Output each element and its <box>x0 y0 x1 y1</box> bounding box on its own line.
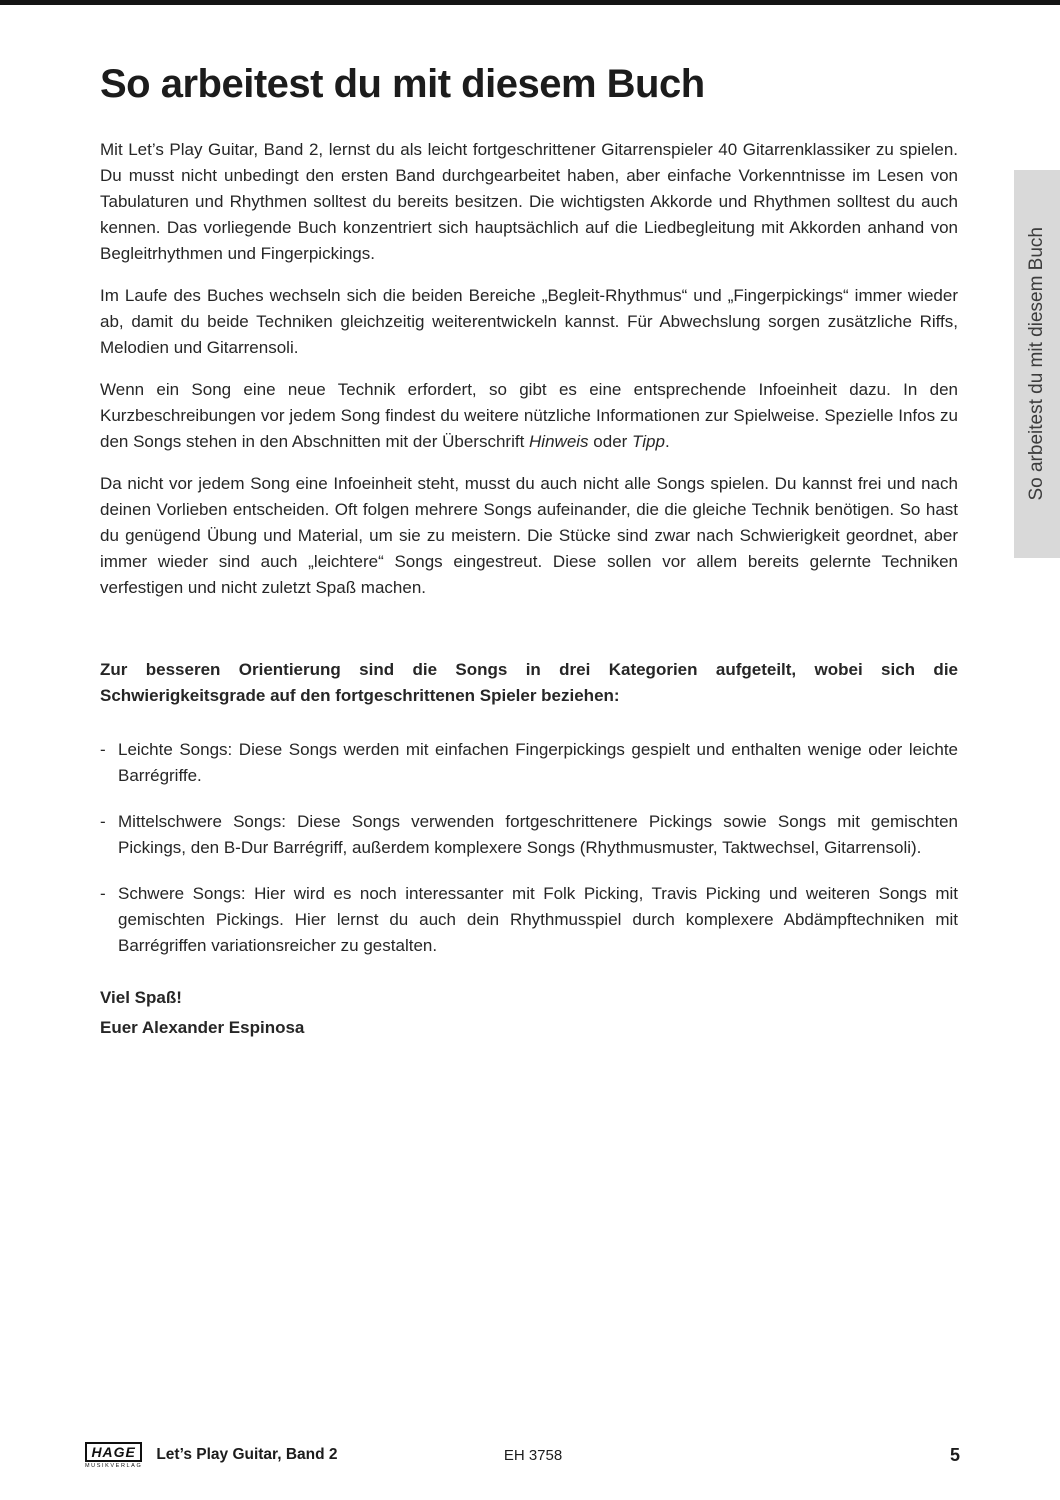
page-top-edge <box>0 0 1060 5</box>
footer-page-number: 5 <box>949 1444 960 1465</box>
list-item-mittelschwere-songs <box>100 809 958 861</box>
paragraph-infoeinheit-mid: oder <box>588 432 633 451</box>
list-item-leichte-songs <box>100 737 958 789</box>
closing-line-author: Euer Alexander Espinosa <box>100 1018 305 1037</box>
paragraph-structure: Im Laufe des Buches wechseln sich die beiden Bereiche „Begleit-Rhythmus“ und „Fingerpickings“ immer wieder ab, damit du beide Techniken gleichzeitig weiterentwickeln kannst. Für Abwechslung sorgen zusätzliche Riffs, Melodien und Gitarrensoli. <box>100 286 958 357</box>
paragraph-intro: Mit Let’s Play Guitar, Band 2, lernst du als leicht fortgeschrittener Gitarrenspieler 40 Gitarrenklassiker zu spielen. Du musst nicht unbedingt den ersten Band durchgearbeitet haben, aber einfache Vorkenntnisse im Lesen von Tabulaturen und Rhythmen solltest du bereits besitzen. Die wichtigsten Akkorde und Rhythmen solltest du auch kennen. Das vorliegende Buch konzentriert sich hauptsächlich auf die Liedbegleitung mit Akkorden anhand von Begleitrhythmen und Fingerpickings. <box>100 140 958 263</box>
categories-intro: Zur besseren Orientierung sind die Songs in drei Kategorien aufgeteilt, wobei sich die Schwierigkeitsgrade auf den fortgeschrittenen Spieler beziehen: <box>100 660 958 705</box>
paragraph-freedom: Da nicht vor jedem Song eine Infoeinheit steht, musst du auch nicht alle Songs spielen. Du kannst frei und nach deinen Vorlieben entscheiden. Oft folgen mehrere Songs aufeinander, die die gleiche Technik benötigen. So hast du genügend Übung und Material, um sie zu meistern. Die Stücke sind zwar nach Schwierigkeit geordnet, aber immer wieder sind auch „leichtere“ Songs eingestreut. Diese sollen vor allem bereits gelernte Techniken verfestigen und nicht zuletzt Spaß machen. <box>100 474 958 597</box>
list-bullet: - <box>100 884 106 903</box>
list-item-text: Schwere Songs: Hier wird es noch interessanter mit Folk Picking, Travis Picking und weiteren Songs mit gemischten Pickings. Hier lernst du auch dein Rhythmusspiel durch komplexere Abdämpftechniken mit Barrégriffen variationsreicher zu gestalten. <box>118 884 958 955</box>
paragraph-infoeinheit-end: . <box>664 432 670 451</box>
term-hinweis: Hinweis <box>529 432 589 451</box>
list-item-schwere-songs <box>100 881 958 959</box>
list-item-text: Mittelschwere Songs: Diese Songs verwenden fortgeschrittenere Pickings sowie Songs mit gemischten Pickings, den B-Dur Barrégriff, außerdem komplexere Songs (Rhythmusmuster, Taktwechsel, Gitarrensoli). <box>118 812 958 857</box>
page-footer <box>85 1436 960 1474</box>
term-tipp: Tipp <box>632 432 665 451</box>
page-content <box>100 62 958 1043</box>
chapter-side-tab-label: So arbeitest du mit diesem Buch <box>1026 227 1047 501</box>
paragraph-infoeinheit-text: Wenn ein Song eine neue Technik erfordert, so gibt es eine entsprechende Infoeinheit dazu. In den Kurzbeschreibungen vor jedem Song findest du weitere nützliche Informationen zur Spielweise. Spezielle Infos zu den Songs stehen in den Abschnitten mit der Überschrift <box>100 380 958 451</box>
footer-book-title: Let’s Play Guitar, Band 2 <box>156 1446 338 1463</box>
closing-block <box>100 983 958 1043</box>
closing-line-viel-spass: Viel Spaß! <box>100 988 182 1007</box>
chapter-side-tab <box>1014 170 1060 558</box>
categories-list <box>100 737 958 959</box>
paragraph-infoeinheit <box>100 377 958 455</box>
footer-edition-number: EH 3758 <box>503 1446 563 1464</box>
publisher-logo-text: HAGE <box>85 1442 142 1462</box>
publisher-logo <box>85 1442 142 1469</box>
list-bullet: - <box>100 740 106 759</box>
publisher-logo-subtext: MUSIKVERLAG <box>85 1462 143 1469</box>
page-title: So arbeitest du mit diesem Buch <box>100 62 705 106</box>
list-bullet: - <box>100 812 106 831</box>
list-item-text: Leichte Songs: Diese Songs werden mit einfachen Fingerpickings gespielt und enthalten wenige oder leichte Barrégriffe. <box>118 740 958 785</box>
